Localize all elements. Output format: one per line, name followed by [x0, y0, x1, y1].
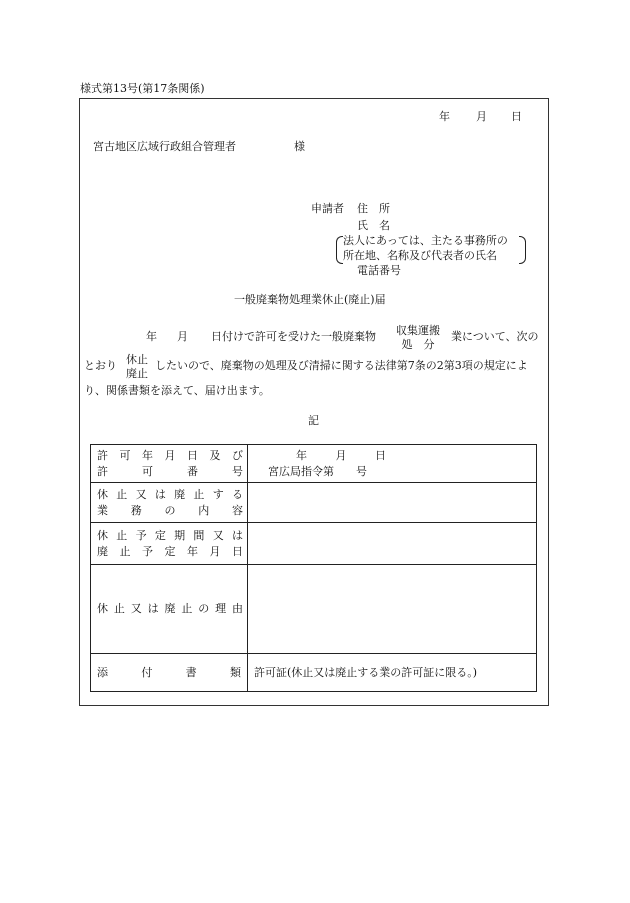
body-month-label: 月 — [177, 330, 188, 343]
business-type-options — [396, 324, 440, 352]
business-label-line2: 業務の内容 — [97, 503, 243, 517]
period-label-cell — [91, 523, 248, 565]
permit-number-text: 宮広局指令第 号 — [268, 464, 367, 478]
details-table — [90, 444, 537, 692]
table-row-business — [91, 483, 537, 523]
permit-date-line — [296, 448, 386, 464]
option-suspend: 休止 — [126, 353, 148, 366]
form-number: 様式第13号(第17条関係) — [80, 82, 205, 95]
permit-year-label: 年 — [296, 448, 307, 462]
business-label-cell — [91, 483, 248, 523]
body-line2-start: とおり — [84, 359, 117, 372]
body-line3: り、関係書類を添えて、届け出ます。 — [84, 384, 270, 397]
applicant-phone-label: 電話番号 — [357, 264, 401, 277]
reason-value-cell[interactable] — [248, 565, 537, 654]
note-bracket-left — [336, 236, 343, 264]
table-row-period — [91, 523, 537, 565]
option-disposal: 処 分 — [401, 338, 435, 351]
applicant-address-label: 住 所 — [357, 202, 390, 215]
note-bracket-right — [519, 236, 526, 264]
attachments-value-cell — [248, 654, 537, 692]
reason-label-cell — [91, 565, 248, 654]
applicant-note-line2: 所在地、名称及び代表者の氏名 — [343, 249, 497, 262]
period-label-line1: 休止予定期間又は — [97, 528, 243, 542]
body-line1-end: 業について、次の — [451, 330, 539, 343]
permit-label-line2: 許可番号 — [97, 464, 243, 478]
date-month-label: 月 — [476, 110, 487, 123]
option-collection-transport: 収集運搬 — [396, 324, 440, 337]
applicant-name-label: 氏 名 — [357, 219, 390, 232]
body-line2-end: したいので、廃棄物の処理及び清掃に関する法律第7条の2第3項の規定によ — [155, 359, 528, 372]
suspend-abolish-options — [126, 353, 148, 381]
addressee-name: 宮古地区広域行政組合管理者 — [93, 140, 236, 153]
addressee-honorific: 様 — [294, 140, 305, 153]
period-label-line2: 廃止予定年月日 — [97, 544, 243, 558]
attachments-label: 添付書類 — [97, 665, 241, 679]
attachments-label-cell — [91, 654, 248, 692]
business-value-cell[interactable] — [248, 483, 537, 523]
applicant-label: 申請者 — [311, 202, 344, 215]
attachments-value: 許可証(休止又は廃止する業の許可証に限る。) — [254, 665, 478, 679]
permit-day-label: 日 — [375, 448, 386, 462]
permit-label-cell — [91, 445, 248, 483]
reason-label: 休止又は廃止の理由 — [97, 602, 243, 615]
date-day-label: 日 — [511, 110, 522, 123]
permit-value-cell[interactable] — [248, 445, 537, 483]
date-year-label: 年 — [439, 110, 450, 123]
ki-heading: 記 — [308, 414, 319, 427]
table-row-reason — [91, 565, 537, 654]
applicant-note-line1: 法人にあっては、主たる事務所の — [343, 234, 508, 247]
document-title: 一般廃棄物処理業休止(廃止)届 — [234, 293, 386, 306]
period-value-cell[interactable] — [248, 523, 537, 565]
table-row-attachments — [91, 654, 537, 692]
body-line1-mid: 日付けで許可を受けた一般廃棄物 — [211, 330, 376, 343]
business-label-line1: 休止又は廃止する — [97, 487, 243, 501]
table-row-permit — [91, 445, 537, 483]
option-abolish: 廃止 — [126, 367, 148, 380]
permit-month-label: 月 — [335, 448, 347, 462]
body-year-label: 年 — [146, 330, 157, 343]
permit-label-line1: 許可年月日及び — [97, 448, 243, 462]
